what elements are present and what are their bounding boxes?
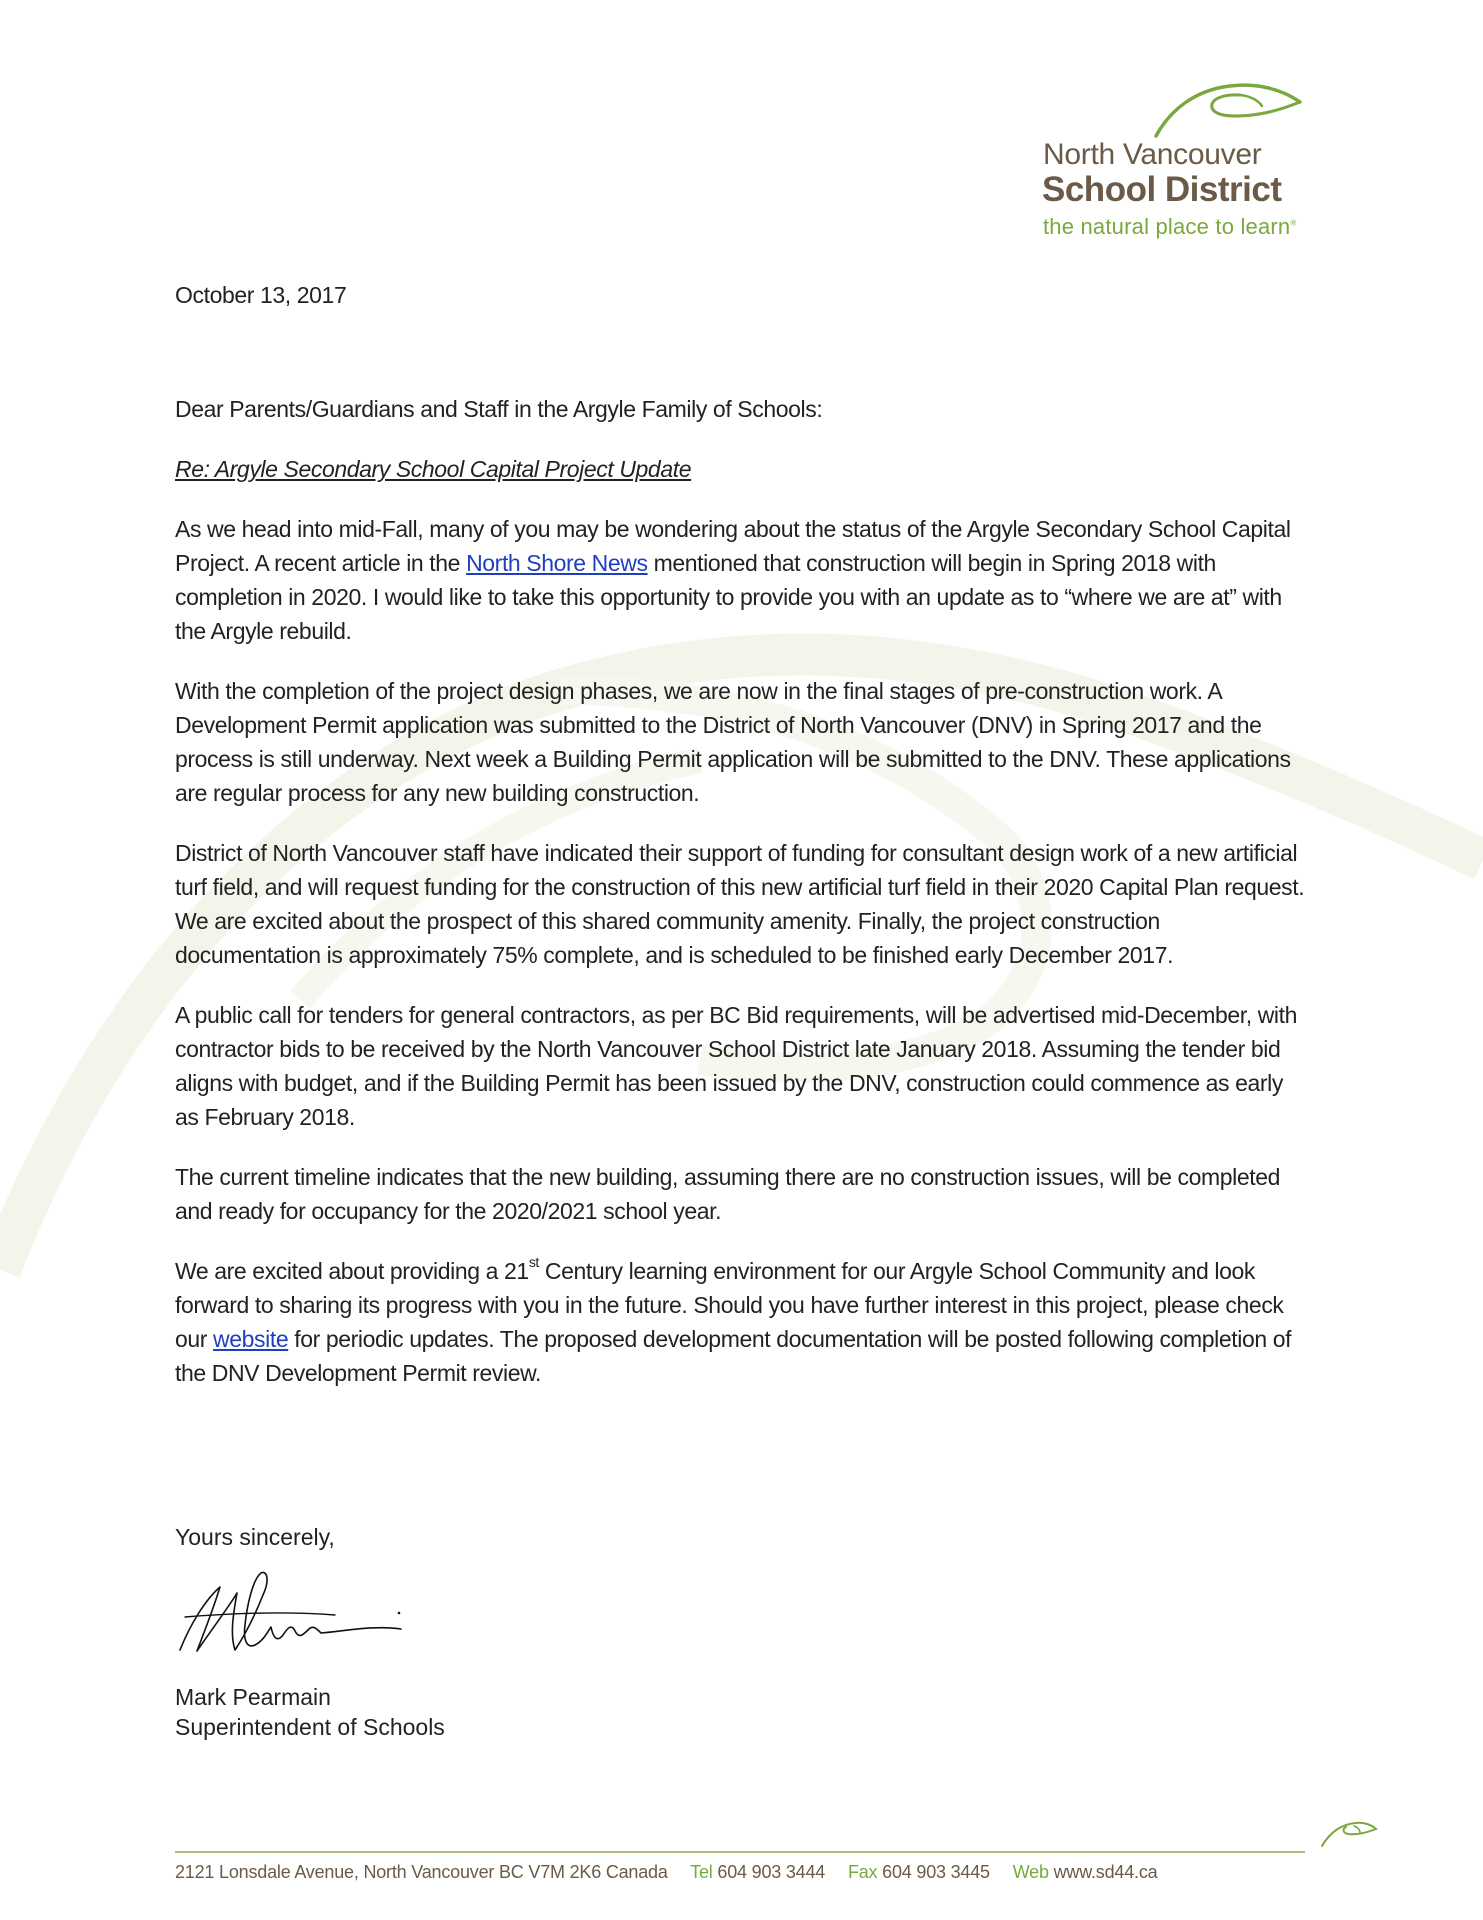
letter-body: [175, 278, 1305, 1390]
logo-name-line2: School District: [1042, 170, 1282, 209]
fax-number: 604 903 3445: [882, 1862, 990, 1882]
footer-leaf-icon: [1318, 1818, 1378, 1848]
p6-text-1: We are excited about providing a 21: [175, 1258, 529, 1284]
signer-name: Mark Pearmain: [175, 1684, 331, 1710]
ordinal-suffix: st: [528, 1254, 539, 1270]
p1-text-end: mentioned that construction will begin in Spring 2018 with completion in 2020. I would like to take this opportunity to provide you with an update as to “where we are at” with the Argyle rebuild.: [175, 550, 1282, 644]
subject-line: Re: Argyle Secondary School Capital Project Update: [175, 456, 692, 482]
paragraph-3: District of North Vancouver staff have indicated their support of funding for consultant design work of a new artificial turf field, and will request funding for the construction of this new artificial turf field in their 2020 Capital Plan request. We are excited about the prospect of this shared community amenity. Finally, the project construction documentation is approximately 75% complete, and is scheduled to be finished early December 2017.: [175, 840, 1305, 968]
footer-address: 2121 Lonsdale Avenue, North Vancouver BC V7M 2K6 Canada: [175, 1862, 668, 1882]
salutation: Dear Parents/Guardians and Staff in the Argyle Family of Schools:: [175, 396, 823, 422]
paragraph-5: The current timeline indicates that the new building, assuming there are no construction issues, will be completed and ready for occupancy for the 2020/2021 school year.: [175, 1164, 1281, 1224]
web-label: Web: [1012, 1862, 1049, 1882]
p6-text-3: for periodic updates. The proposed development documentation will be posted following completion of the DNV Development Permit review.: [175, 1326, 1292, 1386]
logo-name-line1: North Vancouver: [1043, 138, 1262, 171]
letter-date: October 13, 2017: [175, 282, 347, 308]
signature-image: [175, 1565, 415, 1660]
logo-tagline: [1043, 214, 1296, 240]
tagline-text: the natural place to learn: [1043, 214, 1291, 239]
paragraph-4: A public call for tenders for general contractors, as per BC Bid requirements, will be advertised mid-December, with contractor bids to be received by the North Vancouver School District late January 2018. Assuming the tender bid aligns with budget, and if the Building Permit has been issued by the DNV, construction could commence as early as February 2018.: [175, 1002, 1298, 1130]
paragraph-2: With the completion of the project design phases, we are now in the final stages of pre-construction work. A Development Permit application was submitted to the District of North Vancouver (DNV) in Spring 2017 and the process is still underway. Next week a Building Permit application will be submitted to the DNV. These applications are regular process for any new building construction.: [175, 678, 1291, 806]
web-address: www.sd44.ca: [1053, 1862, 1158, 1882]
p6-text-2: Century learning environment for our Argyle School Community and look forward to sharing its progress with you in the future. Should you have further interest in this project, please check our: [175, 1258, 1284, 1352]
north-shore-news-link[interactable]: North Shore News: [466, 550, 648, 576]
paragraph-1: [175, 512, 1305, 648]
signer-title: Superintendent of Schools: [175, 1714, 445, 1740]
closing: Yours sincerely,: [175, 1524, 335, 1550]
tel-label: Tel: [690, 1862, 713, 1882]
website-link[interactable]: website: [213, 1326, 289, 1352]
district-logo: [1030, 80, 1350, 250]
footer-contact: [175, 1862, 1157, 1883]
fax-label: Fax: [847, 1862, 878, 1882]
footer-divider: [175, 1851, 1305, 1853]
signer-block: [175, 1682, 445, 1742]
tel-number: 604 903 3444: [717, 1862, 826, 1882]
leaf-icon: [1150, 80, 1310, 140]
registered-mark: ®: [1290, 218, 1297, 228]
p1-text-start: As we head into mid-Fall, many of you may be wondering about the status of the Argyle Secondary School Capital Project. A recent article in the: [175, 516, 1291, 576]
paragraph-6: [175, 1254, 1305, 1390]
